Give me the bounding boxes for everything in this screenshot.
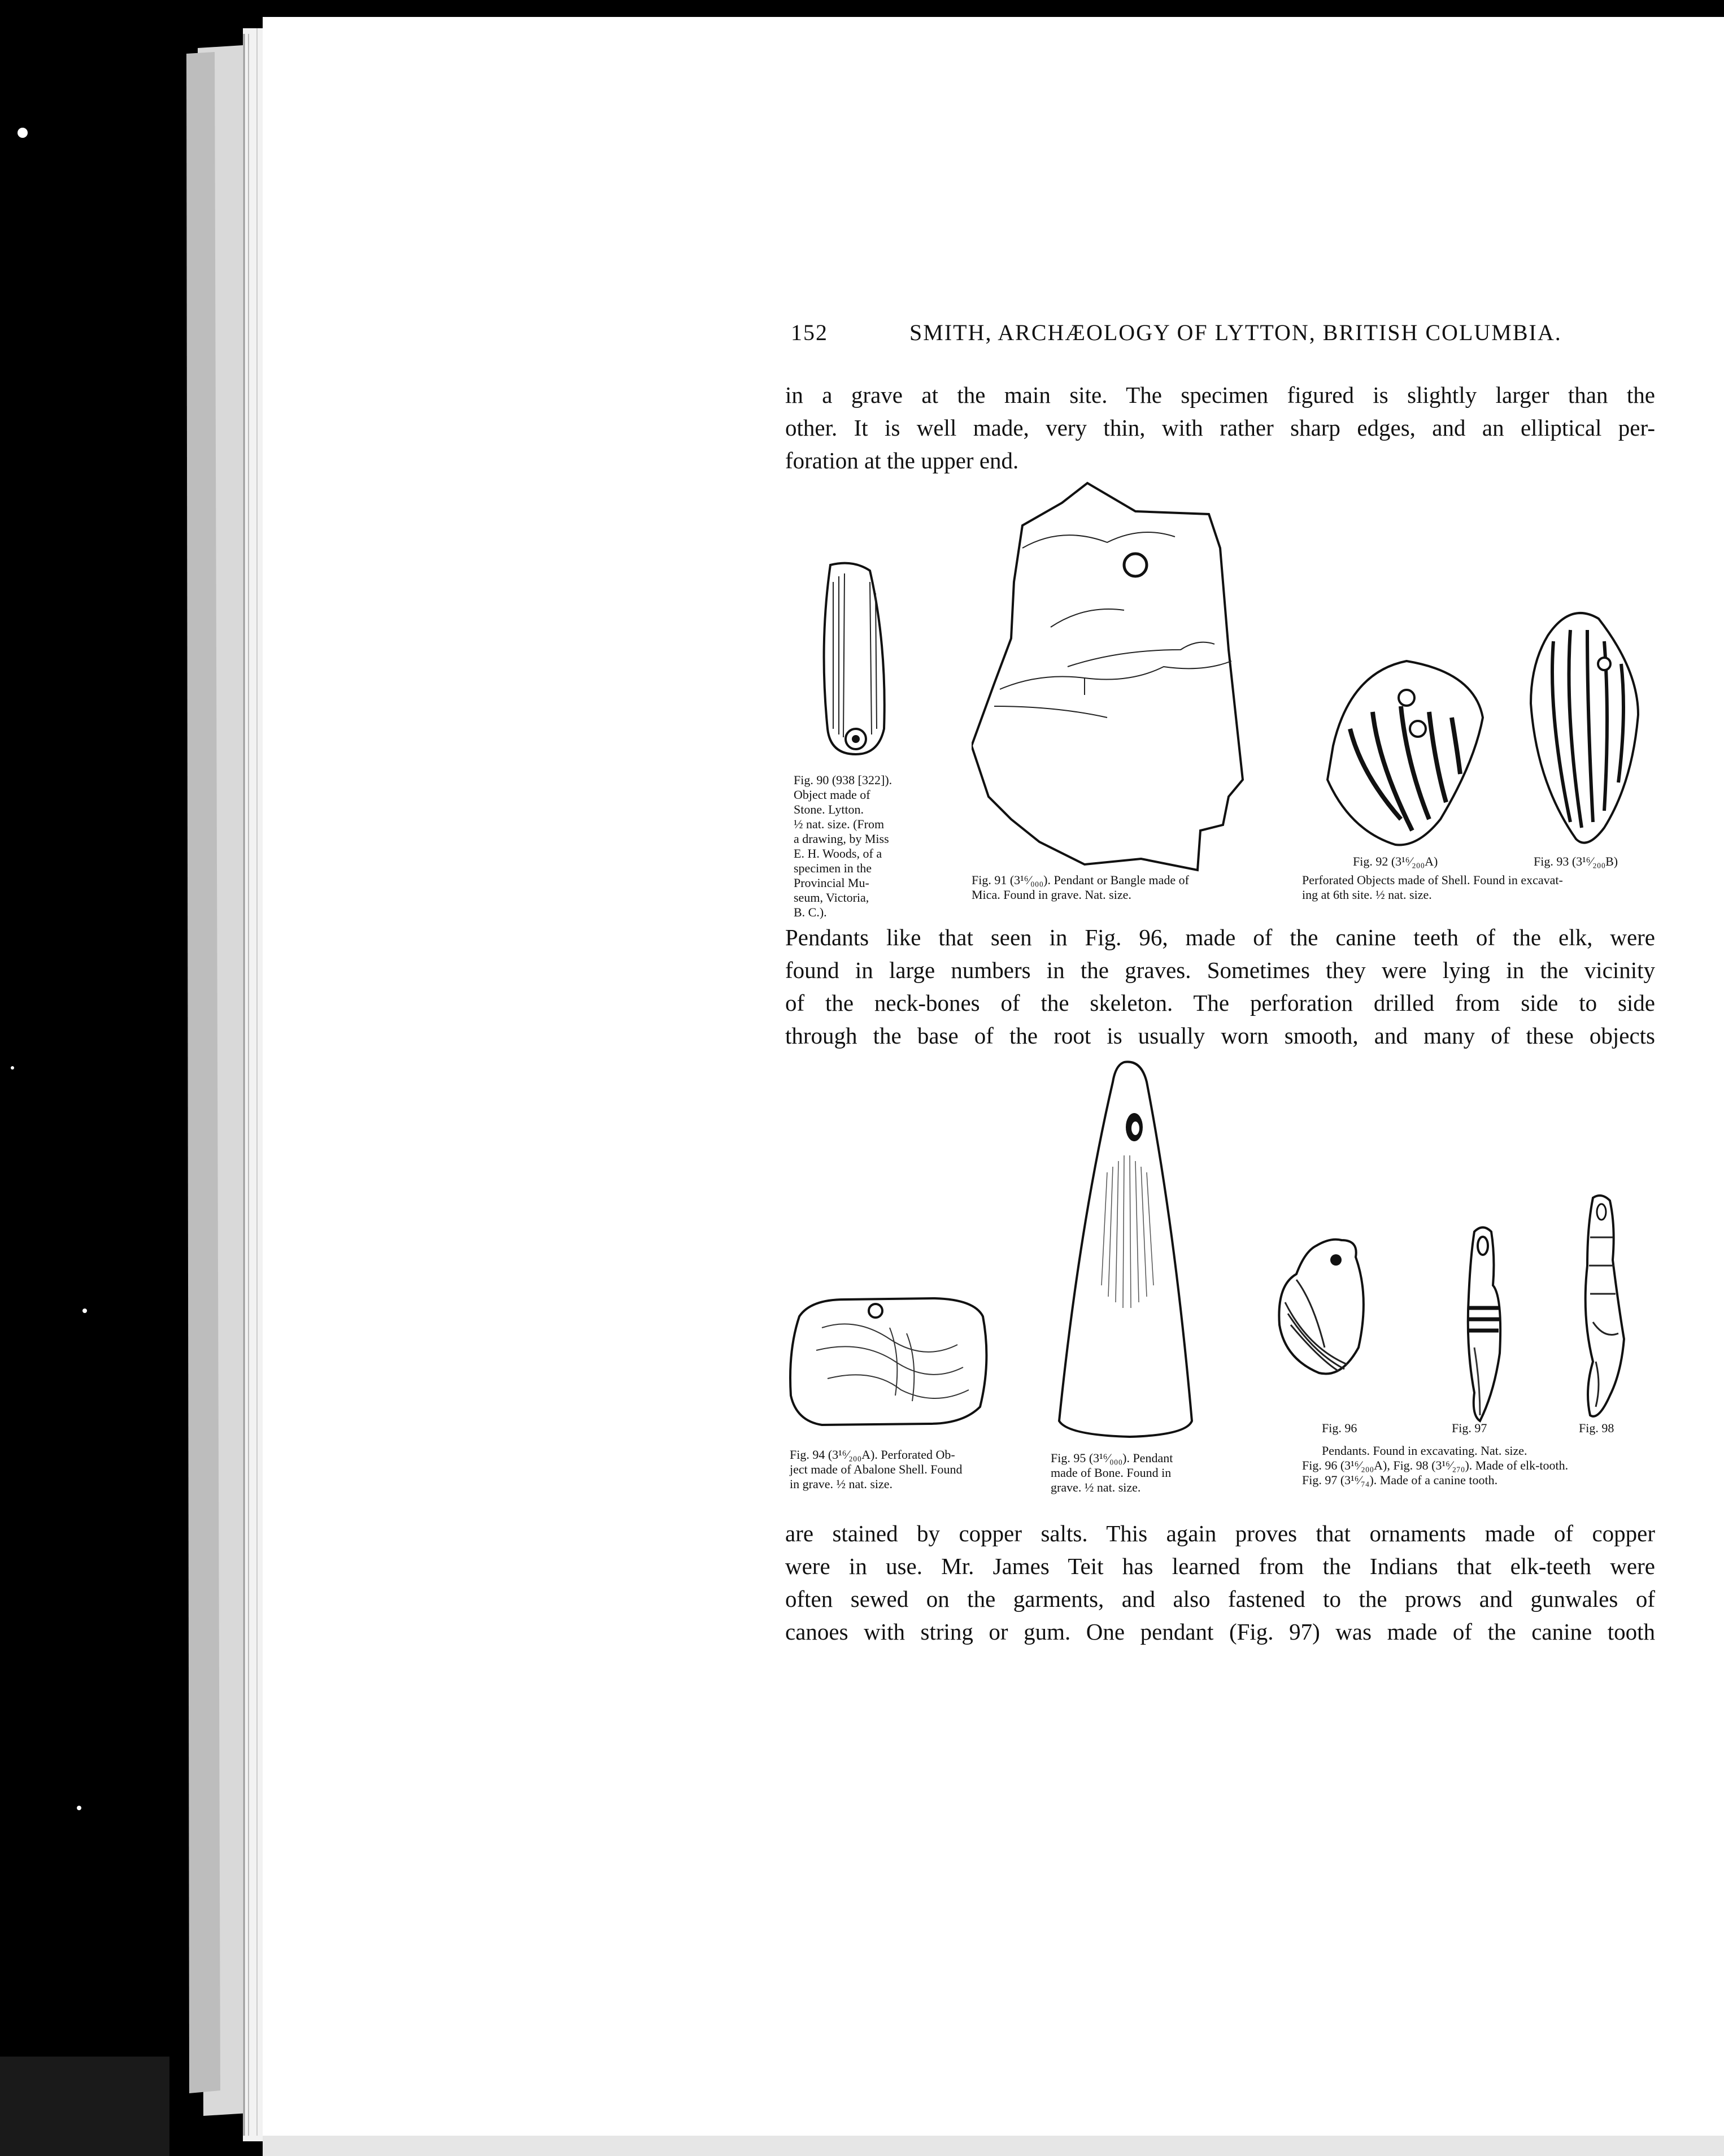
text-line: other. It is well made, very thin, with rather sharp edges, and an elliptical per-: [785, 415, 1655, 441]
running-title: SMITH, ARCHÆOLOGY OF LYTTON, BRITISH COLUMBIA.: [909, 320, 1562, 345]
text-line: canoes with string or gum. One pendant (Fig. 97) was made of the canine tooth: [785, 1619, 1655, 1645]
caption-fig-93-label: Fig. 93 (3¹⁶⁄₂₀₀B): [1534, 854, 1618, 868]
caption-fig-96-label: Fig. 96: [1322, 1421, 1357, 1435]
figure-93-shell: [1525, 602, 1644, 850]
figure-96-elk-tooth-pendant: [1274, 1235, 1387, 1381]
text-line: were in use. Mr. James Teit has learned from the Indians that elk-teeth were: [785, 1553, 1655, 1579]
text-line: are stained by copper salts. This again proves that ornaments made of copper: [785, 1520, 1655, 1546]
text-line: found in large numbers in the graves. Sometimes they were lying in the vicinity: [785, 957, 1655, 983]
paragraph-2: [785, 921, 1655, 1052]
text-line: through the base of the root is usually worn smooth, and many of these objects: [785, 1023, 1655, 1049]
caption-fig-92-93: Perforated Objects made of Shell. Found in excavat- ing at 6th site. ½ nat. size.: [1302, 873, 1563, 902]
caption-fig-94: Fig. 94 (3¹⁶⁄₂₀₀A). Perforated Ob- ject made of Abalone Shell. Found in grave. ½ nat. size.: [790, 1448, 963, 1491]
caption-fig-96-98: Pendants. Found in excavating. Nat. size. Fig. 96 (3¹⁶⁄₂₀₀A), Fig. 98 (3¹⁶⁄₂₇₀). Made of elk-tooth. Fig. 97 (3¹⁶⁄₇₄). Made of a canine tooth.: [1302, 1444, 1569, 1487]
caption-fig-98-label: Fig. 98: [1579, 1421, 1614, 1435]
caption-fig-97-label: Fig. 97: [1452, 1421, 1487, 1435]
caption-fig-95: Fig. 95 (3¹⁶⁄₀₀₀). Pendant made of Bone. Found in grave. ½ nat. size.: [1051, 1451, 1173, 1494]
figure-94-abalone-shell: [788, 1294, 991, 1429]
caption-fig-91: Fig. 91 (3¹⁶⁄₀₀₀). Pendant or Bangle made of Mica. Found in grave. Nat. size.: [972, 873, 1189, 902]
page-number: 152: [791, 320, 828, 345]
text-line: Pendants like that seen in Fig. 96, made of the canine teeth of the elk, were: [785, 924, 1655, 950]
paragraph-3: [785, 1517, 1655, 1648]
figure-97-canine-tooth-pendant: [1449, 1223, 1517, 1427]
figure-95-bone-pendant: [1056, 1059, 1198, 1438]
paragraph-1: [785, 379, 1655, 477]
text-line: often sewed on the garments, and also fastened to the prows and gunwales of: [785, 1586, 1655, 1612]
figure-92-shell: [1316, 650, 1486, 850]
text-line: of the neck-bones of the skeleton. The perforation drilled from side to side: [785, 990, 1655, 1016]
figure-98-elk-tooth-pendant: [1570, 1192, 1638, 1424]
caption-fig-90: Fig. 90 (938 [322]). Object made of Stone. Lytton. ½ nat. size. (From a drawing, by Miss E. H. Woods, of a specimen in the Provincial Mu- seum, Victoria, B. C.).: [794, 773, 893, 919]
text-line: foration at the upper end.: [785, 447, 1019, 473]
figure-91-mica-pendant: [972, 480, 1265, 876]
figure-90-stone-object: [808, 559, 898, 763]
text-line: in a grave at the main site. The specimen figured is slightly larger than the: [785, 382, 1655, 408]
caption-fig-92-label: Fig. 92 (3¹⁶⁄₂₀₀A): [1353, 854, 1438, 868]
